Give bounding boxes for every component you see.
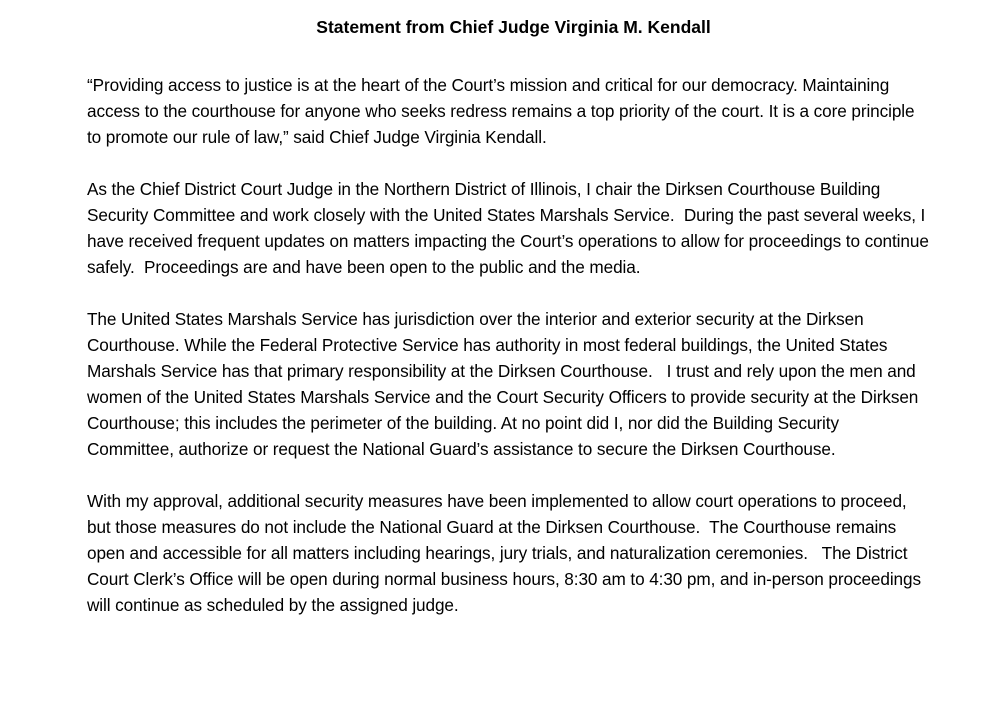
document-title: Statement from Chief Judge Virginia M. Kendall [316, 17, 711, 37]
paragraph-jurisdiction: The United States Marshals Service has jurisdiction over the interior and exterior security at the Dirksen Courthouse. While the Federal Protective Service has authority in most federal buildings, the United States Marshals Service has that primary responsibility at the Dirksen Courthouse. I trust and rely upon the men and women of the United States Marshals Service and the Court Security Officers to provide security at the Dirksen Courthouse; this includes the perimeter of the building. At no point did I, nor did the Building Security Committee, authorize or request the National Guard’s assistance to secure the Dirksen Courthouse. [87, 309, 923, 459]
paragraph-quote: “Providing access to justice is at the heart of the Court’s mission and critical for our democracy. Maintaining access to the courthouse for anyone who seeks redress remains a top priority of the court. It is a core principle to promote our rule of law,” said Chief Judge Virginia Kendall. [87, 75, 920, 147]
paragraph-committee: As the Chief District Court Judge in the Northern District of Illinois, I chair the Dirksen Courthouse Building Security Committee and work closely with the United States Marshals Service. During the past several weeks, I have received frequent updates on matters impacting the Court’s operations to allow for proceedings to continue safely. Proceedings are and have been open to the public and the media. [87, 179, 934, 277]
paragraph-security-measures: With my approval, additional security measures have been implemented to allow court operations to proceed, but those measures do not include the National Guard at the Dirksen Courthouse. The Courthouse remains open and accessible for all matters including hearings, jury trials, and naturalization ceremonies. The District Court Clerk’s Office will be open during normal business hours, 8:30 am to 4:30 pm, and in-person proceedings will continue as scheduled by the assigned judge. [87, 491, 926, 615]
